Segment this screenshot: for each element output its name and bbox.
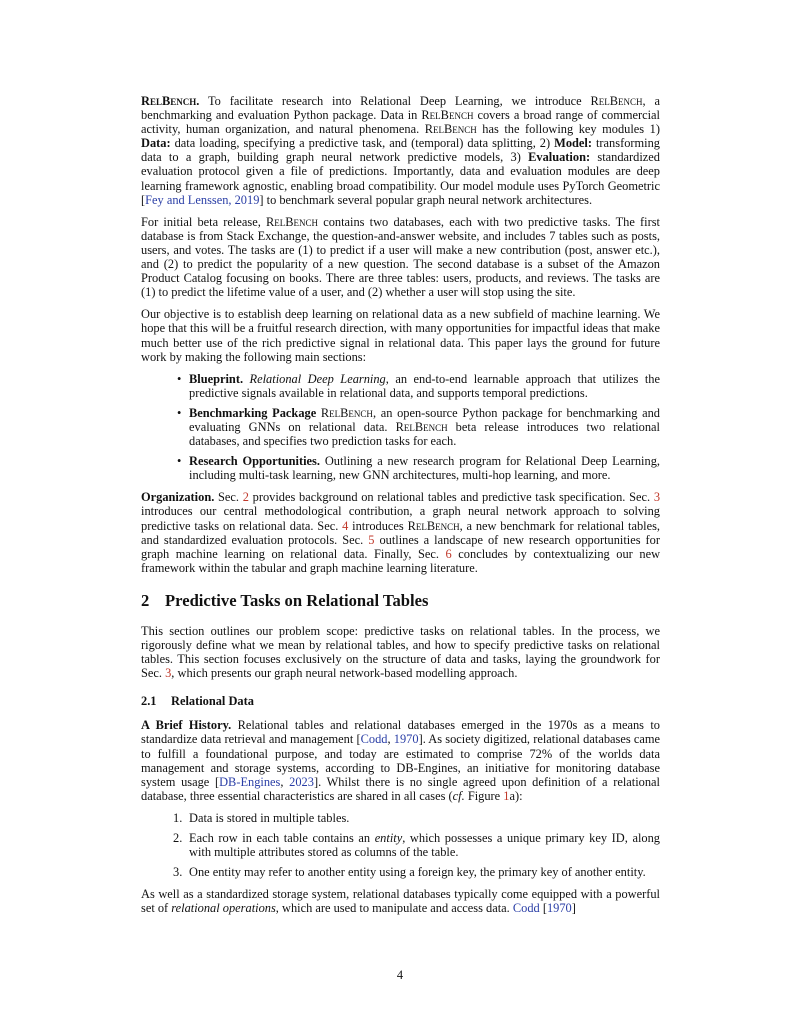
section-ref-link[interactable]: 6 <box>445 546 452 561</box>
subsection-heading: 2.1 Relational Data <box>141 694 254 709</box>
citation-link[interactable]: Fey and Lenssen, 2019 <box>145 192 260 207</box>
list-item: • Benchmarking Package RelBench, an open-source Python package for benchmarking and evaluating GNNs on relational data. RelBench beta release introduces two relational databases, and specifies two prediction tasks for each. <box>189 406 660 448</box>
section-ref-link[interactable]: 3 <box>653 490 661 505</box>
characteristics-list <box>141 811 660 879</box>
list-item: • Blueprint. Relational Deep Learning, an end-to-end learnable approach that utilizes the predictive signals available in relational data, and supports temporal predictions. <box>189 372 660 400</box>
citation-link[interactable]: DB-Engines <box>219 774 281 789</box>
paragraph-lead: A Brief History. <box>141 718 232 733</box>
operations-paragraph: As well as a standardized storage system, relational databases typically come equipped with a powerful set of relational operations, which are used to manipulate and access data. Codd [1970] <box>141 887 660 916</box>
section-ref-link[interactable]: 3 <box>165 666 172 681</box>
contributions-list <box>141 372 660 483</box>
section-heading: 2 Predictive Tasks on Relational Tables <box>141 590 429 610</box>
history-paragraph: A Brief History. Relational tables and relational databases emerged in the 1970s as a means to standardize data retrieval and management [Codd, 1970]. As society digitized, relational databases came to fulfill a foundational purpose, and today are estimated to comprise 72% of the worlds data management and storage systems, according to DB-Engines, an initiative for monitoring database system usage [DB-Engines, 2023]. Whilst there is no single agreed upon definition of a relational database, three essential characteristics are shared in all cases (cf. Figure 1a): <box>141 718 660 803</box>
list-item: 1. Data is stored in multiple tables. <box>173 810 350 825</box>
section-intro-paragraph: This section outlines our problem scope: predictive tasks on relational tables. In the process, we rigorously define what we mean by relational tables, and how to specify predictive tasks on relational tables. This section focuses exclusively on the structure of data and tasks, laying the groundwork for Sec. 3, which presents our graph neural network-based modelling approach. <box>141 623 660 681</box>
paragraph-lead: RelBench. <box>141 94 200 108</box>
citation-link[interactable]: Codd <box>360 732 388 747</box>
relbench-paragraph: RelBench. To facilitate research into Relational Deep Learning, we introduce RelBench, a benchmarking and evaluation Python package. Data in RelBench covers a broad range of commercial activity, human organization, and natural phenomena. RelBench has the following key modules 1) Data: data loading, specifying a predictive task, and (temporal) data splitting, 2) Model: transforming data to a graph, building graph neural network predictive models, 3) Evaluation: standardized evaluation protocol given a file of predictions. Importantly, data and evaluation modules are deep learning framework agnostic, enabling broad compatibility. Our model module uses PyTorch Geometric [Fey and Lenssen, 2019] to benchmark several popular graph neural network architectures. <box>141 94 661 207</box>
list-item: • Research Opportunities. Outlining a new research program for Relational Deep Learning, including multi-task learning, new GNN architectures, multi-hop learning, and more. <box>189 454 660 482</box>
beta-release-paragraph: For initial beta release, RelBench contains two databases, each with two predictive tasks. The first database is from Stack Exchange, the question-and-answer website, and includes 7 tables such as posts, users, and votes. The tasks are (1) to predict if a user will make a new contribution (post, answer etc.), and (2) to predict the popularity of a new question. The second database is a subset of the Amazon Product Catalog focusing on books. There are three tables: users, products, and reviews. The tasks are (1) to predict the lifetime value of a user, and (2) whether a user will stop using the site. <box>141 214 661 300</box>
section-ref-link[interactable]: 2 <box>242 490 249 505</box>
paragraph-lead: Organization. <box>141 490 215 505</box>
objective-paragraph: Our objective is to establish deep learning on relational data as a new subfield of machine learning. We hope that this will be a fruitful research direction, with many opportunities for impactful ideas that make much better use of the rich predictive signal in relational data. This paper lays the ground for future work by making the following main sections: <box>141 307 660 364</box>
section-ref-link[interactable]: 5 <box>368 532 375 547</box>
citation-link[interactable]: Codd <box>512 901 540 916</box>
organization-paragraph: Organization. Sec. 2 provides background on relational tables and predictive task specification. Sec. 3 introduces our central methodological contribution, a graph neural network approach to solving predictive tasks on relational data. Sec. 4 introduces RelBench, a new benchmark for relational tables, and standardized evaluation protocols. Sec. 5 outlines a landscape of new research opportunities for graph machine learning on relational data. Finally, Sec. 6 concludes by contextualizing our new framework within the tabular and graph machine learning literature. <box>141 490 661 575</box>
page-number: 4 <box>396 968 404 982</box>
citation-link[interactable]: 2023 <box>289 774 314 789</box>
list-item: 3. One entity may refer to another entity using a foreign key, the primary key of another entity. <box>173 865 646 880</box>
list-item: 2. Each row in each table contains an entity, which possesses a unique primary key ID, along with multiple attributes stored as columns of the table. <box>173 831 660 860</box>
citation-link[interactable]: 1970 <box>393 732 419 747</box>
paper-page <box>141 94 660 924</box>
citation-link[interactable]: 1970 <box>546 901 572 916</box>
section-ref-link[interactable]: 4 <box>342 518 349 533</box>
figure-ref-link[interactable]: 1 <box>503 788 510 803</box>
